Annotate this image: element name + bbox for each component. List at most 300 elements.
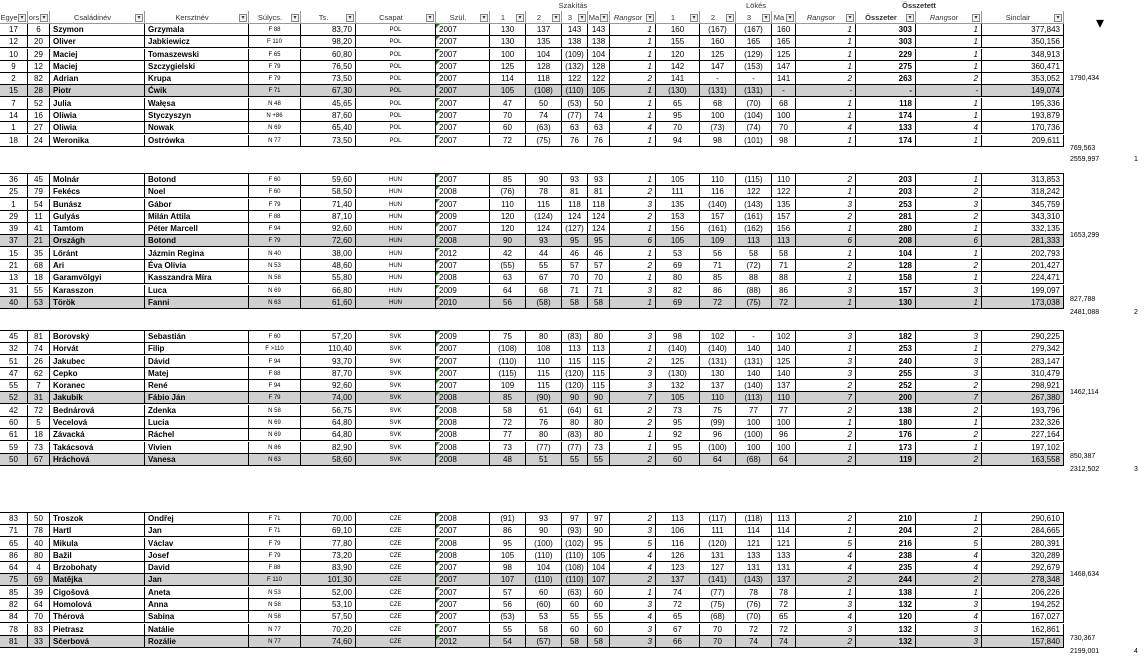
filter-dropdown-icon[interactable]: ▾ bbox=[646, 14, 654, 22]
table-cell[interactable]: 1 bbox=[916, 49, 982, 61]
table-cell[interactable]: Ráchel bbox=[145, 429, 249, 441]
table-cell[interactable]: 2007 bbox=[436, 260, 490, 272]
table-cell[interactable]: 1 bbox=[916, 223, 982, 235]
table-cell[interactable]: 160 bbox=[656, 24, 700, 36]
column-header[interactable] bbox=[610, 11, 656, 24]
column-header[interactable] bbox=[490, 11, 526, 24]
table-cell[interactable]: 60 bbox=[588, 624, 610, 636]
table-cell[interactable]: 68 bbox=[28, 260, 50, 272]
table-cell[interactable]: 27 bbox=[28, 122, 50, 134]
table-cell[interactable]: F 65 bbox=[249, 49, 301, 61]
table-cell[interactable]: 105 bbox=[656, 235, 700, 247]
table-cell[interactable]: 11 bbox=[28, 211, 50, 223]
table-cell[interactable]: (108) bbox=[490, 343, 526, 355]
table-cell[interactable]: Jan bbox=[145, 574, 249, 586]
table-cell[interactable]: (75) bbox=[736, 297, 772, 309]
table-cell[interactable]: 64 bbox=[28, 599, 50, 611]
table-cell[interactable]: POL bbox=[356, 85, 436, 97]
table-cell[interactable]: (124) bbox=[526, 211, 562, 223]
filter-dropdown-icon[interactable]: ▾ bbox=[40, 14, 48, 22]
table-row[interactable] bbox=[0, 61, 1064, 73]
table-cell[interactable]: 6 bbox=[796, 235, 856, 247]
table-cell[interactable]: 65 bbox=[656, 98, 700, 110]
table-cell[interactable]: SVK bbox=[356, 380, 436, 392]
table-cell[interactable]: Mikula bbox=[50, 538, 145, 550]
column-header[interactable] bbox=[436, 11, 490, 24]
table-cell[interactable]: 2007 bbox=[436, 73, 490, 85]
table-cell[interactable]: 28 bbox=[28, 85, 50, 97]
table-cell[interactable]: 20 bbox=[28, 36, 50, 48]
table-cell[interactable]: 114 bbox=[490, 73, 526, 85]
table-cell[interactable]: 42 bbox=[490, 248, 526, 260]
table-cell[interactable]: Luca bbox=[145, 285, 249, 297]
table-cell[interactable]: 141 bbox=[772, 73, 796, 85]
table-cell[interactable]: N 63 bbox=[249, 454, 301, 466]
table-cell[interactable]: 345,759 bbox=[982, 199, 1064, 211]
table-cell[interactable]: Zdenka bbox=[145, 405, 249, 417]
table-cell[interactable]: 5 bbox=[610, 538, 656, 550]
table-cell[interactable]: 61 bbox=[0, 429, 28, 441]
table-row[interactable] bbox=[0, 260, 1064, 272]
table-cell[interactable]: 60 bbox=[588, 599, 610, 611]
table-cell[interactable]: 2 bbox=[916, 525, 982, 537]
table-cell[interactable]: F 71 bbox=[249, 85, 301, 97]
table-cell[interactable]: 70 bbox=[700, 624, 736, 636]
table-cell[interactable]: Vecelová bbox=[50, 417, 145, 429]
table-cell[interactable]: N 69 bbox=[249, 122, 301, 134]
table-cell[interactable]: 303 bbox=[856, 24, 916, 36]
table-cell[interactable]: 2007 bbox=[436, 343, 490, 355]
table-cell[interactable]: 4 bbox=[796, 562, 856, 574]
table-cell[interactable]: 46 bbox=[588, 248, 610, 260]
table-cell[interactable]: 3 bbox=[610, 525, 656, 537]
table-cell[interactable]: CZE bbox=[356, 538, 436, 550]
table-cell[interactable]: 86 bbox=[772, 285, 796, 297]
table-cell[interactable]: 140 bbox=[736, 368, 772, 380]
table-cell[interactable]: 1 bbox=[916, 442, 982, 454]
table-cell[interactable]: Piotr bbox=[50, 85, 145, 97]
table-cell[interactable]: Rozálie bbox=[145, 636, 249, 648]
column-header[interactable] bbox=[50, 11, 145, 24]
table-cell[interactable]: 78 bbox=[736, 587, 772, 599]
table-row[interactable] bbox=[0, 110, 1064, 122]
table-cell[interactable]: 63 bbox=[562, 122, 588, 134]
table-cell[interactable]: 115 bbox=[588, 368, 610, 380]
table-cell[interactable]: 1 bbox=[796, 417, 856, 429]
table-cell[interactable]: 55 bbox=[588, 454, 610, 466]
table-row[interactable] bbox=[0, 429, 1064, 441]
table-cell[interactable]: 2 bbox=[610, 211, 656, 223]
table-cell[interactable]: 2007 bbox=[436, 49, 490, 61]
table-cell[interactable]: 4 bbox=[610, 550, 656, 562]
table-row[interactable] bbox=[0, 513, 1064, 525]
table-cell[interactable]: 50 bbox=[526, 98, 562, 110]
table-cell[interactable]: 58,50 bbox=[301, 186, 356, 198]
table-cell[interactable]: 157 bbox=[772, 211, 796, 223]
table-cell[interactable]: 2012 bbox=[436, 636, 490, 648]
table-row[interactable] bbox=[0, 285, 1064, 297]
table-cell[interactable]: 53 bbox=[28, 297, 50, 309]
table-cell[interactable]: 194,252 bbox=[982, 599, 1064, 611]
table-cell[interactable]: (77) bbox=[562, 110, 588, 122]
table-cell[interactable]: 3 bbox=[916, 356, 982, 368]
table-cell[interactable]: 111 bbox=[656, 186, 700, 198]
table-cell[interactable]: 60 bbox=[656, 454, 700, 466]
table-cell[interactable]: 61 bbox=[526, 405, 562, 417]
table-cell[interactable]: 78 bbox=[28, 525, 50, 537]
filter-dropdown-icon[interactable]: ▾ bbox=[239, 14, 247, 22]
table-cell[interactable]: F >110 bbox=[249, 343, 301, 355]
table-cell[interactable]: (77) bbox=[700, 587, 736, 599]
table-cell[interactable]: 56 bbox=[490, 297, 526, 309]
table-cell[interactable]: 59,60 bbox=[301, 174, 356, 186]
table-cell[interactable]: 55 bbox=[562, 454, 588, 466]
table-cell[interactable]: 60 bbox=[588, 587, 610, 599]
table-cell[interactable]: 36 bbox=[0, 174, 28, 186]
table-cell[interactable]: 57 bbox=[490, 587, 526, 599]
table-cell[interactable]: 2 bbox=[0, 73, 28, 85]
table-cell[interactable]: 114 bbox=[772, 525, 796, 537]
table-cell[interactable]: (83) bbox=[562, 429, 588, 441]
table-cell[interactable]: 72 bbox=[700, 297, 736, 309]
table-cell[interactable]: (75) bbox=[526, 135, 562, 147]
table-cell[interactable]: 125 bbox=[490, 61, 526, 73]
table-cell[interactable]: 149,074 bbox=[982, 85, 1064, 97]
table-cell[interactable]: 137 bbox=[526, 24, 562, 36]
table-cell[interactable]: CZE bbox=[356, 611, 436, 623]
table-cell[interactable]: 116 bbox=[700, 186, 736, 198]
table-cell[interactable]: 130 bbox=[856, 297, 916, 309]
table-cell[interactable]: 252 bbox=[856, 380, 916, 392]
table-cell[interactable]: 65 bbox=[772, 611, 796, 623]
table-cell[interactable]: Ostrówka bbox=[145, 135, 249, 147]
table-row[interactable] bbox=[0, 538, 1064, 550]
table-cell[interactable]: Vanesa bbox=[145, 454, 249, 466]
table-cell[interactable]: 42 bbox=[0, 405, 28, 417]
table-cell[interactable]: N 69 bbox=[249, 417, 301, 429]
table-cell[interactable]: 90 bbox=[526, 174, 562, 186]
table-cell[interactable]: 125 bbox=[700, 49, 736, 61]
table-row[interactable] bbox=[0, 248, 1064, 260]
table-cell[interactable]: 66 bbox=[656, 636, 700, 648]
table-cell[interactable]: (120) bbox=[700, 538, 736, 550]
table-cell[interactable]: N 69 bbox=[249, 285, 301, 297]
table-cell[interactable]: 90 bbox=[588, 525, 610, 537]
table-cell[interactable]: F 60 bbox=[249, 174, 301, 186]
table-row[interactable] bbox=[0, 122, 1064, 134]
table-row[interactable] bbox=[0, 36, 1064, 48]
table-cell[interactable]: 78 bbox=[772, 587, 796, 599]
table-cell[interactable]: 70 bbox=[656, 122, 700, 134]
table-cell[interactable]: 60 bbox=[490, 122, 526, 134]
table-cell[interactable]: 71 bbox=[588, 285, 610, 297]
table-cell[interactable]: Ondřej bbox=[145, 513, 249, 525]
table-cell[interactable]: N 63 bbox=[249, 297, 301, 309]
table-cell[interactable]: 110 bbox=[700, 174, 736, 186]
table-cell[interactable]: 4 bbox=[610, 611, 656, 623]
table-cell[interactable]: N 77 bbox=[249, 624, 301, 636]
table-row[interactable] bbox=[0, 405, 1064, 417]
table-cell[interactable]: 2008 bbox=[436, 235, 490, 247]
table-cell[interactable]: 73 bbox=[588, 442, 610, 454]
table-cell[interactable]: 75 bbox=[490, 331, 526, 343]
table-cell[interactable]: 58 bbox=[562, 297, 588, 309]
table-row[interactable] bbox=[0, 636, 1064, 648]
table-cell[interactable]: 1 bbox=[610, 85, 656, 97]
table-cell[interactable]: 2 bbox=[796, 636, 856, 648]
table-cell[interactable]: 193,879 bbox=[982, 110, 1064, 122]
table-cell[interactable]: 2 bbox=[916, 211, 982, 223]
table-cell[interactable]: 60 bbox=[0, 417, 28, 429]
table-cell[interactable]: 2008 bbox=[436, 429, 490, 441]
table-cell[interactable]: 332,135 bbox=[982, 223, 1064, 235]
table-cell[interactable]: 51 bbox=[526, 454, 562, 466]
table-cell[interactable]: N 58 bbox=[249, 272, 301, 284]
table-cell[interactable]: F 88 bbox=[249, 368, 301, 380]
table-cell[interactable]: 1 bbox=[610, 110, 656, 122]
table-cell[interactable]: (108) bbox=[562, 562, 588, 574]
table-cell[interactable]: 80 bbox=[588, 429, 610, 441]
table-cell[interactable]: Tomaszewski bbox=[145, 49, 249, 61]
table-cell[interactable]: 85 bbox=[700, 272, 736, 284]
table-cell[interactable]: 86 bbox=[0, 550, 28, 562]
table-cell[interactable]: 7 bbox=[796, 392, 856, 404]
table-cell[interactable]: 133 bbox=[772, 550, 796, 562]
table-row[interactable] bbox=[0, 211, 1064, 223]
table-cell[interactable]: 1 bbox=[796, 24, 856, 36]
table-cell[interactable]: 2007 bbox=[436, 85, 490, 97]
table-cell[interactable]: HUN bbox=[356, 260, 436, 272]
table-cell[interactable]: 35 bbox=[28, 248, 50, 260]
table-cell[interactable]: 6 bbox=[916, 235, 982, 247]
table-cell[interactable]: 104 bbox=[588, 562, 610, 574]
table-row[interactable] bbox=[0, 611, 1064, 623]
table-row[interactable] bbox=[0, 417, 1064, 429]
table-cell[interactable]: (162) bbox=[736, 223, 772, 235]
table-cell[interactable]: (90) bbox=[526, 392, 562, 404]
table-cell[interactable]: Jázmin Regina bbox=[145, 248, 249, 260]
table-cell[interactable]: N 69 bbox=[249, 429, 301, 441]
table-cell[interactable]: 155 bbox=[656, 36, 700, 48]
table-cell[interactable]: 104 bbox=[588, 49, 610, 61]
table-cell[interactable]: 69 bbox=[28, 574, 50, 586]
table-row[interactable] bbox=[0, 550, 1064, 562]
table-cell[interactable]: Bažil bbox=[50, 550, 145, 562]
table-cell[interactable]: 1 bbox=[610, 442, 656, 454]
table-cell[interactable]: 203 bbox=[856, 186, 916, 198]
table-cell[interactable]: Matějka bbox=[50, 574, 145, 586]
table-cell[interactable]: 131 bbox=[736, 562, 772, 574]
column-header[interactable] bbox=[28, 11, 50, 24]
table-cell[interactable]: 84 bbox=[0, 611, 28, 623]
table-cell[interactable]: Török bbox=[50, 297, 145, 309]
filter-dropdown-icon[interactable]: ▾ bbox=[426, 14, 434, 22]
table-cell[interactable]: 2 bbox=[916, 380, 982, 392]
table-cell[interactable]: 47 bbox=[490, 98, 526, 110]
filter-dropdown-icon[interactable]: ▾ bbox=[762, 14, 770, 22]
table-cell[interactable]: (140) bbox=[656, 343, 700, 355]
table-cell[interactable]: 93 bbox=[588, 174, 610, 186]
table-cell[interactable]: 45 bbox=[28, 174, 50, 186]
table-cell[interactable]: 170,736 bbox=[982, 122, 1064, 134]
table-cell[interactable]: 37 bbox=[0, 235, 28, 247]
table-cell[interactable]: 137 bbox=[700, 380, 736, 392]
table-cell[interactable]: SVK bbox=[356, 405, 436, 417]
table-cell[interactable]: 123 bbox=[656, 562, 700, 574]
table-cell[interactable]: N 58 bbox=[249, 405, 301, 417]
table-cell[interactable]: HUN bbox=[356, 174, 436, 186]
table-cell[interactable]: Matej bbox=[145, 368, 249, 380]
table-cell[interactable]: CZE bbox=[356, 562, 436, 574]
table-cell[interactable]: 48 bbox=[490, 454, 526, 466]
table-cell[interactable]: (120) bbox=[562, 380, 588, 392]
table-cell[interactable]: 76 bbox=[526, 417, 562, 429]
table-cell[interactable]: 350,156 bbox=[982, 36, 1064, 48]
table-cell[interactable]: 64 bbox=[772, 454, 796, 466]
table-cell[interactable]: 240 bbox=[856, 356, 916, 368]
table-cell[interactable]: Péter Marcell bbox=[145, 223, 249, 235]
table-cell[interactable]: (143) bbox=[736, 574, 772, 586]
table-cell[interactable]: 2007 bbox=[436, 61, 490, 73]
table-cell[interactable]: 140 bbox=[772, 368, 796, 380]
table-cell[interactable]: 4 bbox=[916, 562, 982, 574]
table-cell[interactable]: 229 bbox=[856, 49, 916, 61]
table-cell[interactable]: Filip bbox=[145, 343, 249, 355]
table-cell[interactable]: 95 bbox=[656, 110, 700, 122]
table-cell[interactable]: 93 bbox=[526, 235, 562, 247]
table-cell[interactable]: 21 bbox=[28, 235, 50, 247]
table-cell[interactable]: (68) bbox=[700, 611, 736, 623]
table-row[interactable] bbox=[0, 272, 1064, 284]
table-cell[interactable]: 104 bbox=[526, 562, 562, 574]
table-cell[interactable]: 2007 bbox=[436, 525, 490, 537]
table-cell[interactable]: 73,50 bbox=[301, 73, 356, 85]
table-row[interactable] bbox=[0, 525, 1064, 537]
table-cell[interactable]: Szczygielski bbox=[145, 61, 249, 73]
table-cell[interactable]: 82,90 bbox=[301, 442, 356, 454]
table-cell[interactable]: (131) bbox=[736, 356, 772, 368]
table-cell[interactable]: (110) bbox=[562, 85, 588, 97]
table-cell[interactable]: 2012 bbox=[436, 248, 490, 260]
table-cell[interactable]: 64 bbox=[0, 562, 28, 574]
table-cell[interactable]: (161) bbox=[700, 223, 736, 235]
table-cell[interactable]: 163,558 bbox=[982, 454, 1064, 466]
table-cell[interactable]: 2007 bbox=[436, 110, 490, 122]
table-cell[interactable]: 1 bbox=[796, 186, 856, 198]
table-cell[interactable]: 118 bbox=[588, 199, 610, 211]
table-cell[interactable]: 92,60 bbox=[301, 380, 356, 392]
table-cell[interactable]: SVK bbox=[356, 368, 436, 380]
table-cell[interactable]: (115) bbox=[736, 174, 772, 186]
table-cell[interactable]: F 79 bbox=[249, 392, 301, 404]
table-cell[interactable]: (99) bbox=[700, 417, 736, 429]
table-cell[interactable]: 2007 bbox=[436, 223, 490, 235]
table-cell[interactable]: 95 bbox=[490, 538, 526, 550]
table-cell[interactable]: 113 bbox=[772, 513, 796, 525]
table-cell[interactable]: Styczyszyn bbox=[145, 110, 249, 122]
table-cell[interactable]: 18 bbox=[28, 272, 50, 284]
table-cell[interactable]: 1 bbox=[796, 135, 856, 147]
table-cell[interactable]: 122 bbox=[588, 73, 610, 85]
table-cell[interactable]: 133 bbox=[736, 550, 772, 562]
filter-dropdown-icon[interactable]: ▾ bbox=[18, 14, 26, 22]
table-cell[interactable]: 104 bbox=[526, 49, 562, 61]
table-cell[interactable]: 55 bbox=[490, 624, 526, 636]
table-cell[interactable]: 29 bbox=[0, 211, 28, 223]
table-cell[interactable]: 2007 bbox=[436, 624, 490, 636]
table-cell[interactable]: 50 bbox=[28, 513, 50, 525]
table-cell[interactable]: Wałęsa bbox=[145, 98, 249, 110]
table-cell[interactable]: 160 bbox=[772, 24, 796, 36]
table-cell[interactable]: (73) bbox=[700, 122, 736, 134]
table-row[interactable] bbox=[0, 587, 1064, 599]
filter-dropdown-icon[interactable]: ▾ bbox=[135, 14, 143, 22]
table-cell[interactable]: 120 bbox=[490, 211, 526, 223]
table-cell[interactable]: 279,342 bbox=[982, 343, 1064, 355]
table-cell[interactable]: 87,10 bbox=[301, 211, 356, 223]
table-cell[interactable]: 70 bbox=[562, 272, 588, 284]
table-cell[interactable]: 3 bbox=[610, 624, 656, 636]
table-cell[interactable]: 73 bbox=[490, 442, 526, 454]
table-cell[interactable]: 90 bbox=[526, 525, 562, 537]
filter-dropdown-icon[interactable]: ▾ bbox=[972, 14, 980, 22]
table-cell[interactable]: 318,242 bbox=[982, 186, 1064, 198]
table-cell[interactable]: 53,10 bbox=[301, 599, 356, 611]
table-cell[interactable]: 64 bbox=[490, 285, 526, 297]
table-cell[interactable]: 2 bbox=[796, 174, 856, 186]
table-cell[interactable]: 127 bbox=[700, 562, 736, 574]
table-cell[interactable]: 1 bbox=[916, 24, 982, 36]
table-cell[interactable]: 137 bbox=[772, 574, 796, 586]
table-cell[interactable]: 203 bbox=[856, 174, 916, 186]
table-cell[interactable]: (143) bbox=[736, 199, 772, 211]
table-row[interactable] bbox=[0, 454, 1064, 466]
table-cell[interactable]: 1 bbox=[796, 343, 856, 355]
table-cell[interactable]: 110 bbox=[490, 199, 526, 211]
table-cell[interactable]: Fanni bbox=[145, 297, 249, 309]
table-cell[interactable]: 3 bbox=[916, 331, 982, 343]
table-cell[interactable]: (70) bbox=[736, 98, 772, 110]
table-cell[interactable]: 132 bbox=[856, 624, 916, 636]
table-cell[interactable]: 1 bbox=[796, 587, 856, 599]
table-row[interactable] bbox=[0, 85, 1064, 97]
table-cell[interactable]: 113 bbox=[656, 513, 700, 525]
table-cell[interactable]: 31 bbox=[0, 285, 28, 297]
table-cell[interactable]: (58) bbox=[526, 297, 562, 309]
table-cell[interactable]: 3 bbox=[796, 624, 856, 636]
table-cell[interactable]: 100 bbox=[772, 442, 796, 454]
table-cell[interactable]: 1 bbox=[796, 442, 856, 454]
table-cell[interactable]: (63) bbox=[526, 122, 562, 134]
table-cell[interactable]: 74 bbox=[526, 110, 562, 122]
table-cell[interactable]: 12 bbox=[28, 61, 50, 73]
table-row[interactable] bbox=[0, 49, 1064, 61]
table-cell[interactable]: 280 bbox=[856, 223, 916, 235]
table-cell[interactable]: 1 bbox=[916, 513, 982, 525]
column-header[interactable] bbox=[301, 11, 356, 24]
table-cell[interactable]: 6 bbox=[28, 24, 50, 36]
table-cell[interactable]: 86 bbox=[700, 285, 736, 297]
table-cell[interactable]: 2007 bbox=[436, 122, 490, 134]
table-cell[interactable]: 1 bbox=[796, 36, 856, 48]
table-cell[interactable]: 110 bbox=[772, 392, 796, 404]
table-cell[interactable]: 75 bbox=[700, 405, 736, 417]
table-cell[interactable]: 52 bbox=[28, 98, 50, 110]
table-cell[interactable]: 41 bbox=[28, 223, 50, 235]
table-cell[interactable]: (117) bbox=[700, 513, 736, 525]
table-cell[interactable]: 31 bbox=[28, 392, 50, 404]
table-cell[interactable]: David bbox=[145, 562, 249, 574]
